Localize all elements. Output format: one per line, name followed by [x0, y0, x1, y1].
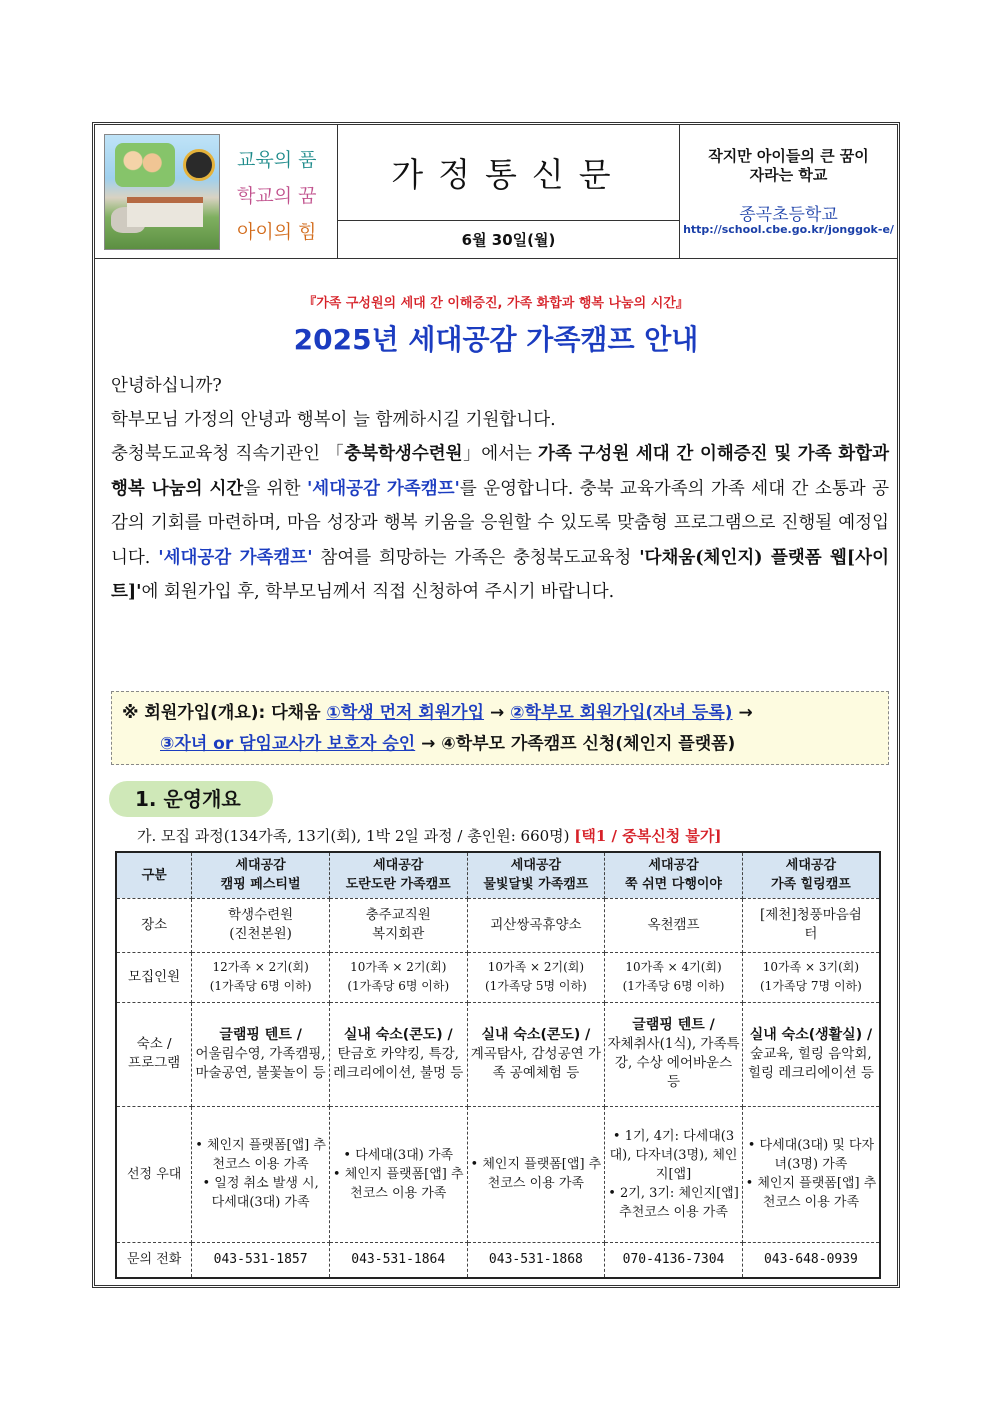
program-cell [605, 1002, 743, 1106]
phone-label: 문의 전화 [116, 1242, 192, 1278]
pref-4-b: • 2기, 3기: 체인지[앱] 추천코스 이용 가족 [608, 1185, 739, 1220]
capacity-cell [605, 952, 743, 1002]
arrow-3: → [415, 734, 442, 754]
capacity-1-l1: 12가족 × 2기(회) [212, 960, 309, 974]
signup-prefix: ※ 회원가입(개요): 다채움 [122, 703, 327, 723]
table-row-capacity [116, 952, 880, 1002]
place-2-l2: 복지회관 [372, 926, 425, 942]
camp-table [115, 851, 881, 1279]
place-label: 장소 [116, 898, 192, 952]
program-cell [742, 1002, 880, 1106]
camp-header-1-l1: 세대공감 [235, 858, 286, 874]
place-2-l1: 충주교직원 [365, 907, 431, 923]
school-building [127, 197, 203, 227]
body-text-3: 을 위한 [243, 478, 307, 499]
signup-step-2: ②학부모 회원가입(자녀 등록) [510, 703, 733, 723]
signup-step-3: ③자녀 or 담임교사가 보호자 승인 [160, 734, 416, 754]
title-panel [338, 125, 680, 259]
school-photo [104, 134, 220, 250]
school-slogan [680, 147, 897, 185]
camp-header-2-l2: 도란도란 가족캠프 [345, 877, 451, 893]
signup-line-2 [122, 729, 878, 760]
platform-name: '다채움(체인지) 플랫폼 웹[사이트]' [111, 547, 889, 602]
school-emblem-icon [183, 149, 215, 181]
signup-step-1: ①학생 먼저 회원가입 [326, 703, 485, 723]
camp-header-1-l2: 캠핑 페스티벌 [220, 877, 301, 893]
place-4-l1: 옥천캠프 [647, 916, 700, 933]
notice-body [111, 437, 889, 610]
camp-header-3-l2: 물빛달빛 가족캠프 [483, 877, 589, 893]
motto-line-2: 학교의 꿈 [237, 185, 317, 207]
pref-3-a: • 체인지 플랫폼[앱] 추천코스 이용 가족 [470, 1157, 602, 1191]
camp-header-5 [742, 852, 880, 898]
capacity-4-l1: 10가족 × 4기(회) [625, 960, 722, 974]
place-5-l2: 터 [804, 926, 818, 942]
signup-line-1 [122, 698, 878, 729]
motto-line-3: 아이의 힘 [237, 221, 317, 243]
program-2-body: 탄금호 카약킹, 특강, 레크리에이션, 불멍 등 [333, 1045, 464, 1081]
camp-header-5-l2: 가족 힐링캠프 [770, 877, 851, 893]
place-cell [605, 898, 743, 952]
capacity-1-l2: (1가족당 6명 이하) [209, 979, 312, 993]
phone-cell: 043-531-1864 [329, 1242, 467, 1278]
preference-cell [467, 1106, 605, 1242]
phone-cell: 043-531-1868 [467, 1242, 605, 1278]
org-name: 충북학생수련원 [344, 444, 463, 464]
camp-purpose: 가족 구성원 세대 간 이해증진 및 가족 화합과 행복 나눔의 시간 [111, 444, 889, 499]
body-text-6: 에 회원가입 후, 학부모님께서 직접 신청하여 주시기 바랍니다. [141, 582, 615, 602]
issue-date: 6월 30일(월) [461, 231, 556, 249]
place-5-l1: [제천]청풍마음쉼 [760, 907, 862, 923]
body-text-4: 를 운영합니다. 충북 교육가족의 가족 세대 간 소통과 공감의 기회를 마련하며, 마음 성장과 행복 키움을 응원할 수 있도록 맞춤형 프로그램으로 진행될 예정입니다. [111, 478, 889, 568]
arrow-2: → [732, 703, 753, 723]
preference-cell [329, 1106, 467, 1242]
motto-line-1: 교육의 품 [237, 149, 317, 171]
recruit-text: 가. 모집 과정(134가족, 13기(회), 1박 2일 과정 / 총인원: 660명) [137, 827, 575, 845]
pref-1-a: • 체인지 플랫폼[앱] 추천코스 이용 가족 [195, 1138, 326, 1172]
place-cell [329, 898, 467, 952]
signup-step-4: ④학부모 가족캠프 신청(체인지 플랫폼) [441, 734, 736, 754]
program-label-l1: 숙소 / [136, 1036, 172, 1052]
camp-name-1: '세대공감 가족캠프' [306, 478, 460, 499]
page-title: 가정통신문 [391, 155, 626, 194]
capacity-cell [742, 952, 880, 1002]
preference-cell [605, 1106, 743, 1242]
pref-4-a: • 1기, 4기: 다세대(3대), 다자녀(3명), 체인지[앱] [609, 1128, 738, 1182]
place-cell [742, 898, 880, 952]
table-row-preference [116, 1106, 880, 1242]
capacity-2-l2: (1가족당 6명 이하) [347, 979, 450, 993]
school-identity-panel [95, 125, 338, 259]
preference-cell [192, 1106, 330, 1242]
program-2-head: 실내 숙소(콘도) / [343, 1026, 453, 1043]
pref-1-b: • 일정 취소 발생 시, 다세대(3대) 가족 [202, 1176, 319, 1210]
program-cell [467, 1002, 605, 1106]
capacity-cell [192, 952, 330, 1002]
place-cell [192, 898, 330, 952]
preference-label: 선정 우대 [116, 1106, 192, 1242]
recruit-overview [137, 825, 897, 846]
pref-2-a: • 다세대(3대) 가족 [343, 1147, 454, 1163]
program-label-l2: 프로그램 [128, 1055, 181, 1071]
capacity-label: 모집인원 [116, 952, 192, 1002]
camp-header-4-l1: 세대공감 [648, 858, 699, 874]
capacity-3-l1: 10가족 × 2기(회) [487, 960, 585, 974]
camp-name-2: '세대공감 가족캠프' [158, 547, 313, 568]
place-cell [467, 898, 605, 952]
section-1-heading: 1. 운영개요 [109, 781, 273, 817]
camp-header-4-l2: 쭉 쉬면 다행이야 [625, 877, 722, 893]
camp-header-1 [192, 852, 330, 898]
newsletter-header [95, 125, 897, 259]
school-url-link[interactable]: http://school.cbe.go.kr/jonggok-e/ [683, 223, 894, 236]
program-cell [192, 1002, 330, 1106]
wish-line: 학부모님 가정의 안녕과 행복이 늘 함께하시길 기원합니다. [111, 410, 556, 430]
program-4-head: 글램핑 텐트 / [632, 1017, 715, 1033]
notice-title: 2025년 세대공감 가족캠프 안내 [293, 323, 699, 356]
program-5-body: 숲교육, 힐링 음악회, 힐링 레크리에이션 등 [747, 1045, 874, 1081]
children-photo-inset [115, 143, 175, 187]
program-4-body: 자체취사(1식), 가족특강, 수상 에어바운스 등 [607, 1036, 740, 1090]
place-1-l2: (진천본원) [229, 926, 292, 942]
pref-5-a: • 다세대(3대) 및 다자녀(3명) 가족 [747, 1138, 875, 1172]
program-1-head: 글램핑 텐트 / [219, 1026, 302, 1043]
capacity-cell [467, 952, 605, 1002]
camp-header-4 [605, 852, 743, 898]
camp-header-2 [329, 852, 467, 898]
pref-2-b: • 체인지 플랫폼[앱] 추천코스 이용 가족 [332, 1166, 464, 1201]
camp-header-2-l1: 세대공감 [373, 858, 424, 874]
program-3-body: 계곡탐사, 감성공연 가족 공예체험 등 [470, 1045, 601, 1081]
newsletter-frame [92, 122, 900, 1288]
corner-header: 구분 [116, 852, 192, 898]
capacity-3-l2: (1가족당 5명 이하) [484, 979, 587, 993]
table-header-row [116, 852, 880, 898]
school-info-panel [680, 125, 897, 259]
table-row-phone [116, 1242, 880, 1278]
program-3-head: 실내 숙소(콘도) / [481, 1026, 591, 1043]
phone-cell: 070-4136-7304 [605, 1242, 743, 1278]
camp-header-5-l1: 세대공감 [785, 858, 837, 874]
signup-steps-box [111, 691, 889, 765]
camp-header-3-l1: 세대공감 [510, 858, 561, 874]
body-text-5: 참여를 희망하는 가족은 충청북도교육청 [312, 547, 640, 568]
phone-cell: 043-648-0939 [742, 1242, 880, 1278]
table-row-place [116, 898, 880, 952]
place-1-l1: 학생수련원 [227, 907, 294, 923]
greeting: 안녕하십니까? [111, 376, 222, 396]
capacity-4-l2: (1가족당 6명 이하) [622, 979, 725, 993]
notice-subtitle: 『가족 구성원의 세대 간 이해증진, 가족 화합과 행복 나눔의 시간』 [303, 296, 689, 311]
title-box [338, 125, 679, 221]
recruit-note: [택1 / 중복신청 불가] [574, 827, 722, 845]
capacity-cell [329, 952, 467, 1002]
program-cell [329, 1002, 467, 1106]
school-name: 종곡초등학교 [739, 205, 838, 225]
slogan-line-2: 자라는 학교 [749, 166, 828, 184]
pref-5-b: • 체인지 플랫폼[앱] 추천코스 이용 가족 [745, 1176, 877, 1210]
capacity-2-l1: 10가족 × 2기(회) [350, 960, 447, 974]
preference-cell [742, 1106, 880, 1242]
place-3-l1: 괴산쌍곡휴양소 [490, 916, 582, 933]
slogan-line-1: 작지만 아이들의 큰 꿈이 [708, 147, 869, 165]
capacity-5-l1: 10가족 × 3기(회) [762, 960, 860, 974]
program-label [116, 1002, 192, 1106]
phone-cell: 043-531-1857 [192, 1242, 330, 1278]
body-text-2: 」에서는 [462, 444, 539, 464]
camp-header-3 [467, 852, 605, 898]
capacity-5-l2: (1가족당 7명 이하) [760, 979, 862, 993]
arrow-1: → [484, 703, 511, 723]
program-5-head: 실내 숙소(생활실) / [749, 1026, 873, 1043]
program-1-body: 어울림수영, 가족캠핑, 마술공연, 불꽃놀이 등 [195, 1045, 326, 1081]
table-row-program [116, 1002, 880, 1106]
body-text-1: 충청북도교육청 직속기관인 「 [111, 444, 345, 464]
